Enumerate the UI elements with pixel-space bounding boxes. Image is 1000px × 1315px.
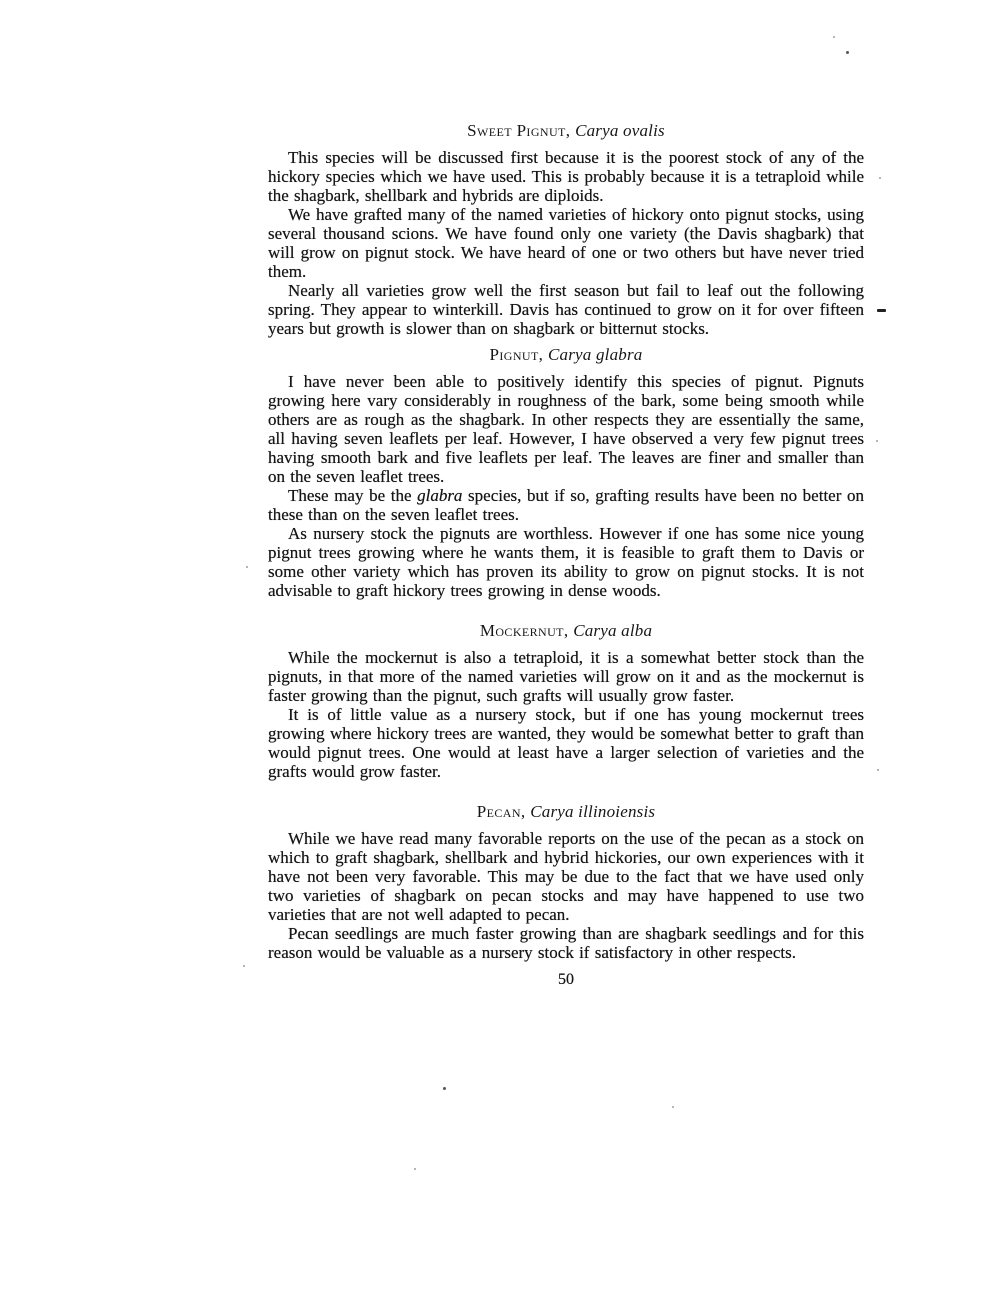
section-heading-mockernut (268, 621, 864, 640)
scan-speck (877, 769, 879, 771)
scan-speck (846, 51, 849, 54)
paragraph-text: species, but if so, grafting results have been no better on these than on the seven leaflet trees. (268, 486, 864, 524)
paragraph-text: These may be the (288, 486, 418, 505)
section-heading-sweet-pignut (268, 121, 864, 140)
species-latin-name: Carya glabra (548, 345, 643, 364)
section-pecan (268, 802, 864, 962)
section-heading-pignut (268, 345, 864, 364)
scan-speck (672, 1106, 674, 1108)
paragraph: Nearly all varieties grow well the first season but fail to leaf out the following spring. They appear to winterkill. Davis has continued to grow on it for over fifteen years but growth is slower than on shagbark or bitternut stocks. (268, 281, 864, 338)
page-number: 50 (558, 971, 574, 988)
scan-artifact-dash (877, 309, 886, 312)
species-common-name: Pignut, (489, 345, 544, 364)
italic-term: glabra (417, 486, 463, 505)
scan-speck (833, 36, 835, 38)
paragraph: While the mockernut is also a tetraploid, it is a somewhat better stock than the pignuts, in that more of the named varieties will grow on it and as the mockernut is faster growing than the pignut, such grafts will usually grow faster. (268, 648, 864, 705)
text-column (268, 121, 864, 989)
section-heading-pecan (268, 802, 864, 821)
species-common-name: Pecan, (476, 802, 526, 821)
paragraph: It is of little value as a nursery stock, but if one has young mockernut trees growing where hickory trees are wanted, they would be somewhat better to graft than would pignut trees. One would at least have a larger selection of varieties and the grafts would grow faster. (268, 705, 864, 781)
scan-speck (879, 177, 881, 179)
paragraph: This species will be discussed first because it is the poorest stock of any of the hickory species which we have used. This is probably because it is a tetraploid while the shagbark, shellbark and hybrids are diploids. (268, 148, 864, 205)
species-latin-name: Carya ovalis (575, 121, 665, 140)
species-common-name: Sweet Pignut, (467, 121, 571, 140)
paragraph: As nursery stock the pignuts are worthless. However if one has some nice young pignut trees growing where he wants them, it is feasible to graft them to Davis or some other variety which has proven its ability to grow on pignut stocks. It is not advisable to graft hickory trees growing in dense woods. (268, 524, 864, 600)
paragraph: We have grafted many of the named varieties of hickory onto pignut stocks, using several thousand scions. We have found only one variety (the Davis shagbark) that will grow on pignut stock. We have heard of one or two others but have never tried them. (268, 205, 864, 281)
species-latin-name: Carya alba (573, 621, 653, 640)
scan-speck (414, 1168, 416, 1170)
scan-speck (243, 965, 245, 967)
scan-speck (876, 440, 878, 442)
scan-speck (443, 1087, 446, 1090)
species-common-name: Mockernut, (479, 621, 569, 640)
paragraph: While we have read many favorable reports on the use of the pecan as a stock on which to graft shagbark, shellbark and hybrid hickories, our own experiences with it have not been very favorable. This may be due to the fact that we have used only two varieties of shagbark on pecan stocks and may have happened to use two varieties that are not well adapted to pecan. (268, 829, 864, 924)
paragraph-with-italic (268, 486, 864, 524)
scan-speck (246, 566, 248, 568)
section-mockernut (268, 621, 864, 781)
species-latin-name: Carya illinoiensis (530, 802, 656, 821)
section-sweet-pignut (268, 121, 864, 338)
section-pignut (268, 345, 864, 600)
paragraph: Pecan seedlings are much faster growing than are shagbark seedlings and for this reason would be valuable as a nursery stock if satisfactory in other respects. (268, 924, 864, 962)
paragraph: I have never been able to positively identify this species of pignut. Pignuts growing here vary considerably in roughness of the bark, some being smooth while others are as rough as the shagbark. In other respects they are essentially the same, all having seven leaflets per leaf. However, I have observed a very few pignut trees having smooth bark and five leaflets per leaf. The leaves are finer and smaller than on the seven leaflet trees. (268, 372, 864, 486)
